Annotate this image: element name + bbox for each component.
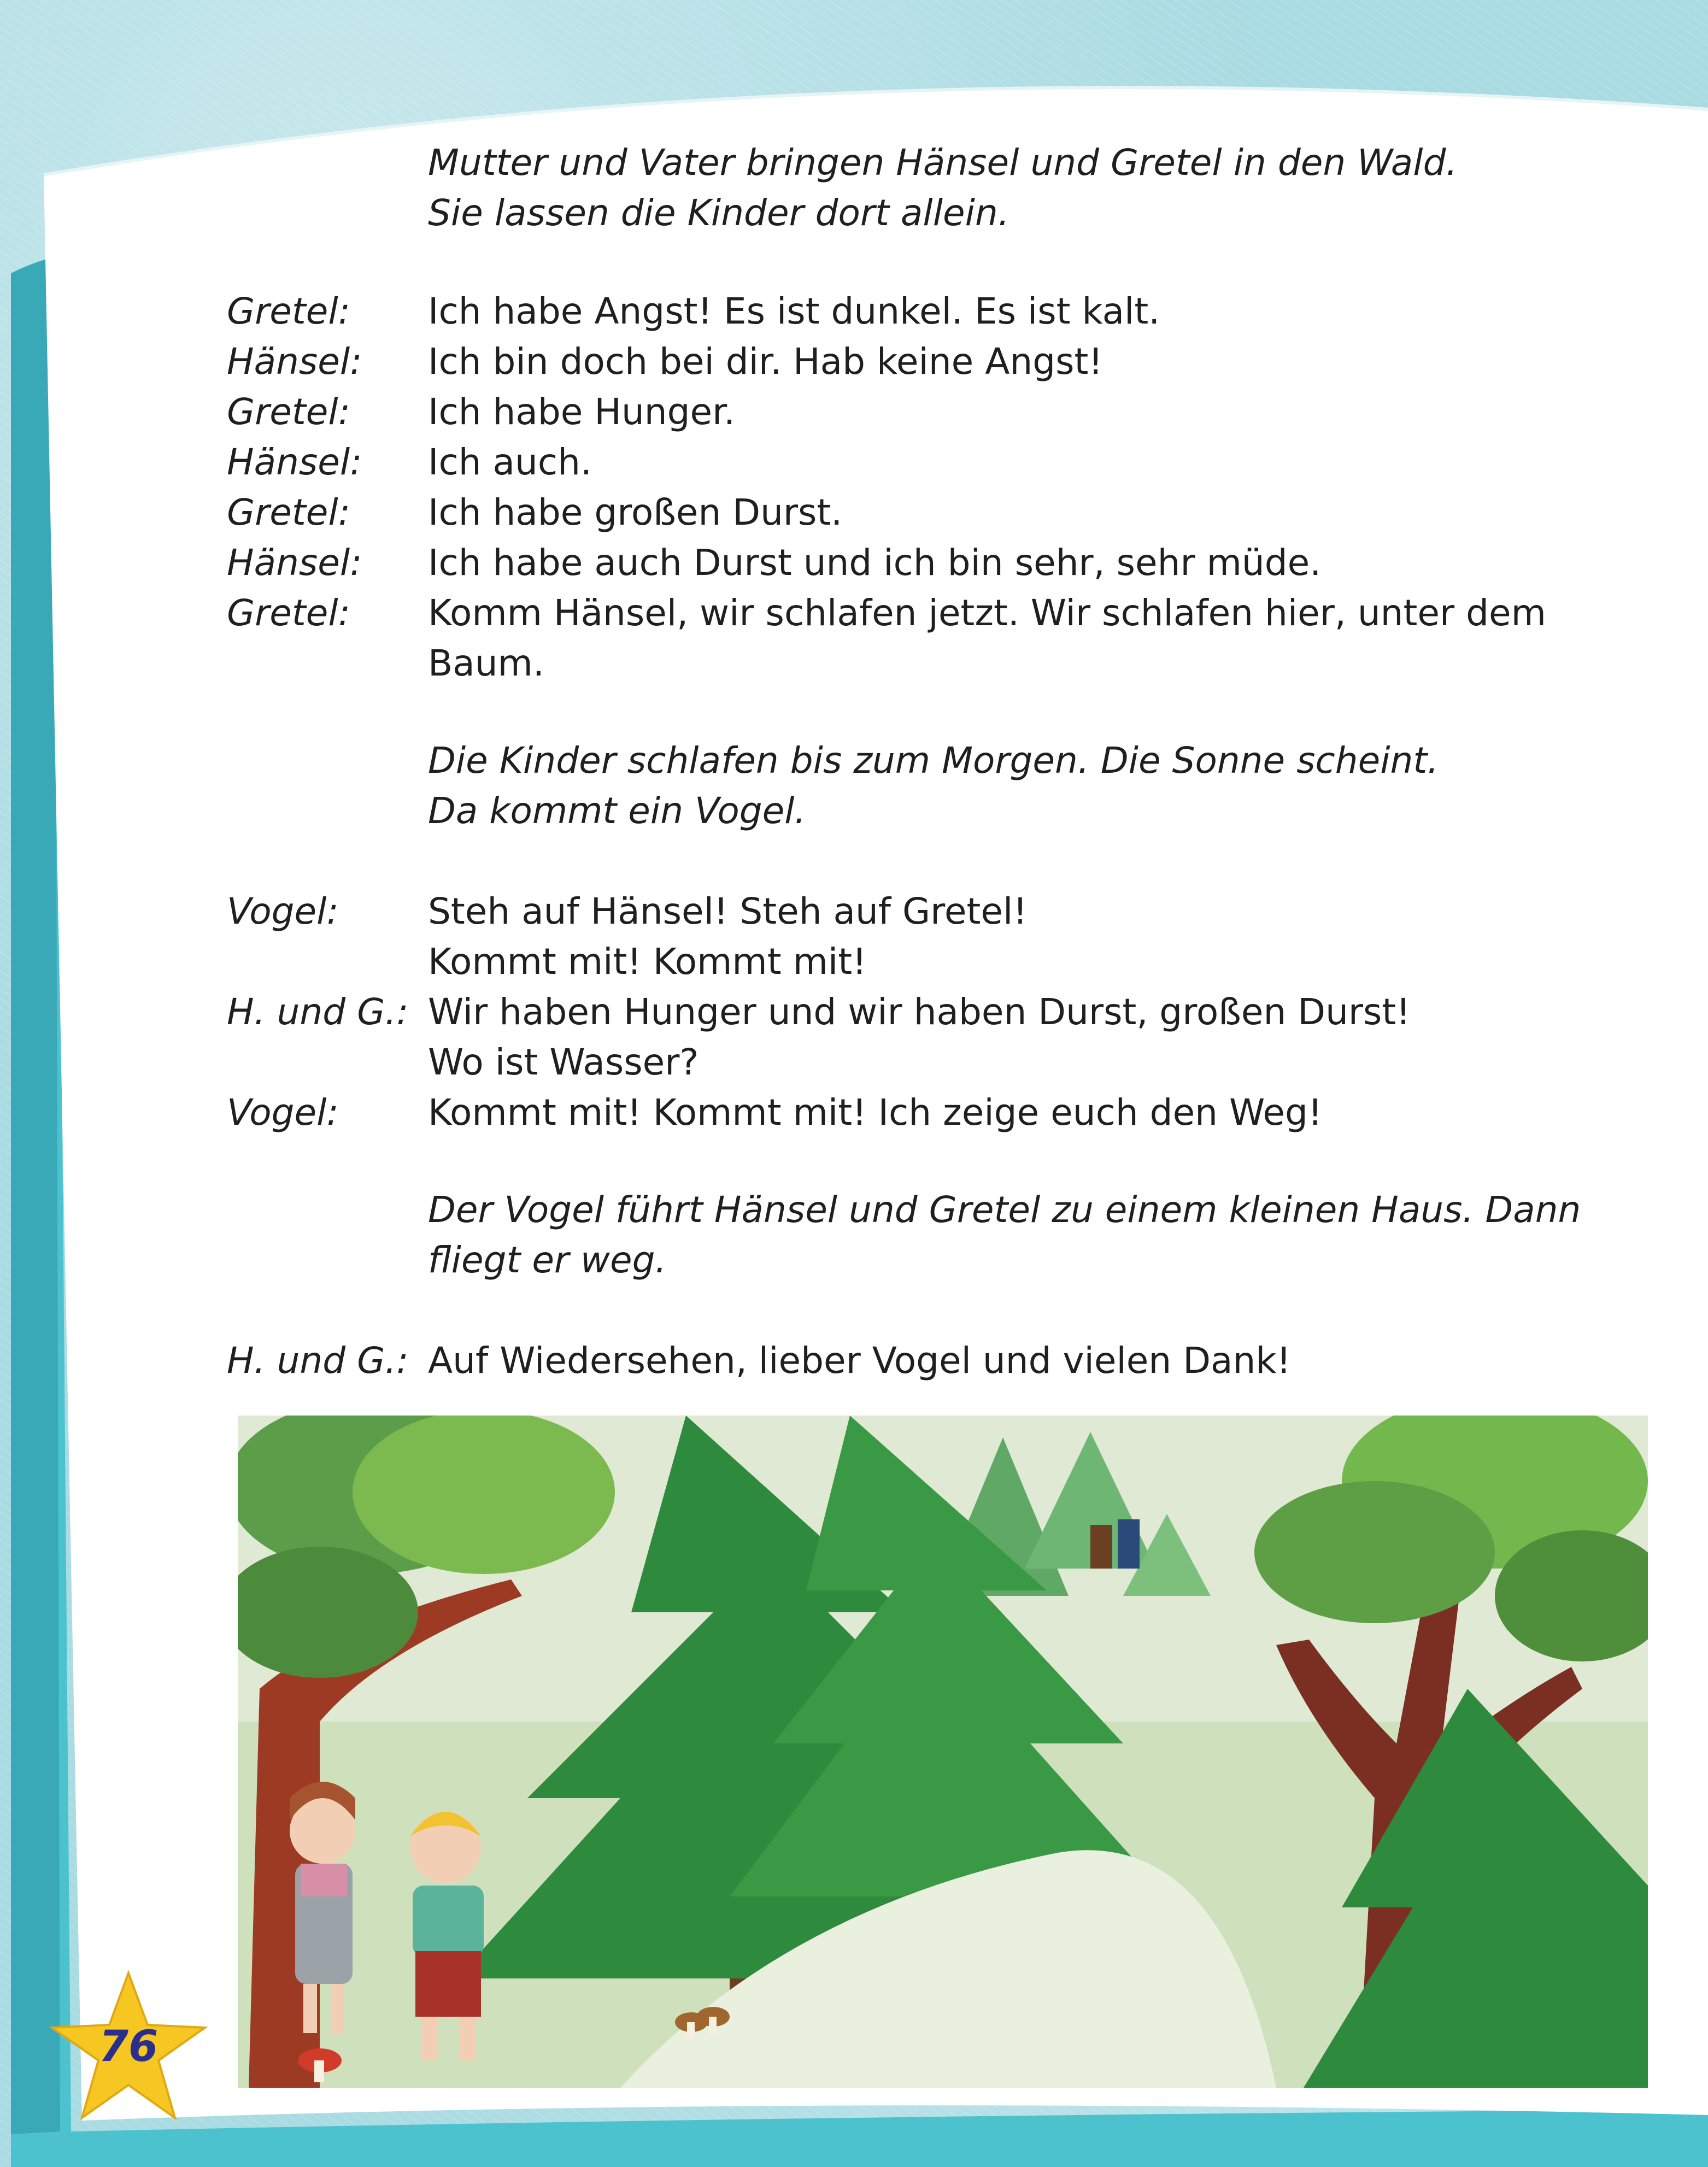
speaker-label: Hänsel: [227, 340, 362, 383]
narration-line: Die Kinder schlafen bis zum Morgen. Die Sonne scheint. [428, 739, 1439, 782]
narration-line: Der Vogel führt Hänsel und Gretel zu einem kleinen Haus. Dann [428, 1189, 1581, 1231]
dialogue-text: Kommt mit! Kommt mit! Ich zeige euch den Weg! [428, 1091, 1323, 1134]
speaker-label: Vogel: [227, 890, 339, 932]
dialogue-text: Ich habe auch Durst und ich bin sehr, sehr müde. [428, 542, 1322, 584]
speaker-label: Gretel: [227, 491, 350, 533]
speaker-label: Gretel: [227, 592, 350, 634]
dialogue-text: Wir haben Hunger und wir haben Durst, großen Durst! [428, 991, 1411, 1033]
dialogue-text: Ich habe Hunger. [428, 391, 736, 433]
narration-line: Sie lassen die Kinder dort allein. [428, 192, 1009, 234]
dialogue-text: Kommt mit! Kommt mit! [428, 941, 867, 983]
dialogue-text: Ich habe Angst! Es ist dunkel. Es ist kalt. [428, 290, 1160, 332]
dialogue-text: Ich auch. [428, 441, 592, 483]
forest-illustration [238, 1416, 1648, 2088]
dialogue-text: Steh auf Hänsel! Steh auf Gretel! [428, 890, 1028, 932]
narration-line: fliegt er weg. [428, 1239, 667, 1281]
tree-crown [1254, 1481, 1495, 1623]
dialogue-text: Komm Hänsel, wir schlafen jetzt. Wir schlafen hier, unter dem [428, 592, 1546, 634]
speaker-label: Hänsel: [227, 542, 362, 584]
speaker-label: Vogel: [227, 1091, 339, 1134]
narration-line: Mutter und Vater bringen Hänsel und Gretel in den Wald. [428, 142, 1458, 184]
narration-line: Da kommt ein Vogel. [428, 790, 806, 832]
dialogue-text: Ich habe großen Durst. [428, 491, 843, 533]
speaker-label: Hänsel: [227, 441, 362, 483]
page-number: 76 [98, 2022, 159, 2071]
dialogue-text: Wo ist Wasser? [428, 1041, 699, 1083]
speaker-label: Gretel: [227, 290, 350, 332]
speaker-label: H. und G.: [227, 991, 409, 1033]
dialogue-text: Ich bin doch bei dir. Hab keine Angst! [428, 340, 1103, 383]
dialogue-text: Baum. [428, 642, 544, 684]
speaker-label: H. und G.: [227, 1340, 409, 1382]
speaker-label: Gretel: [227, 391, 350, 433]
tree-crown [353, 1416, 615, 1574]
dialogue-text: Auf Wiedersehen, lieber Vogel und vielen Dank! [428, 1340, 1291, 1382]
